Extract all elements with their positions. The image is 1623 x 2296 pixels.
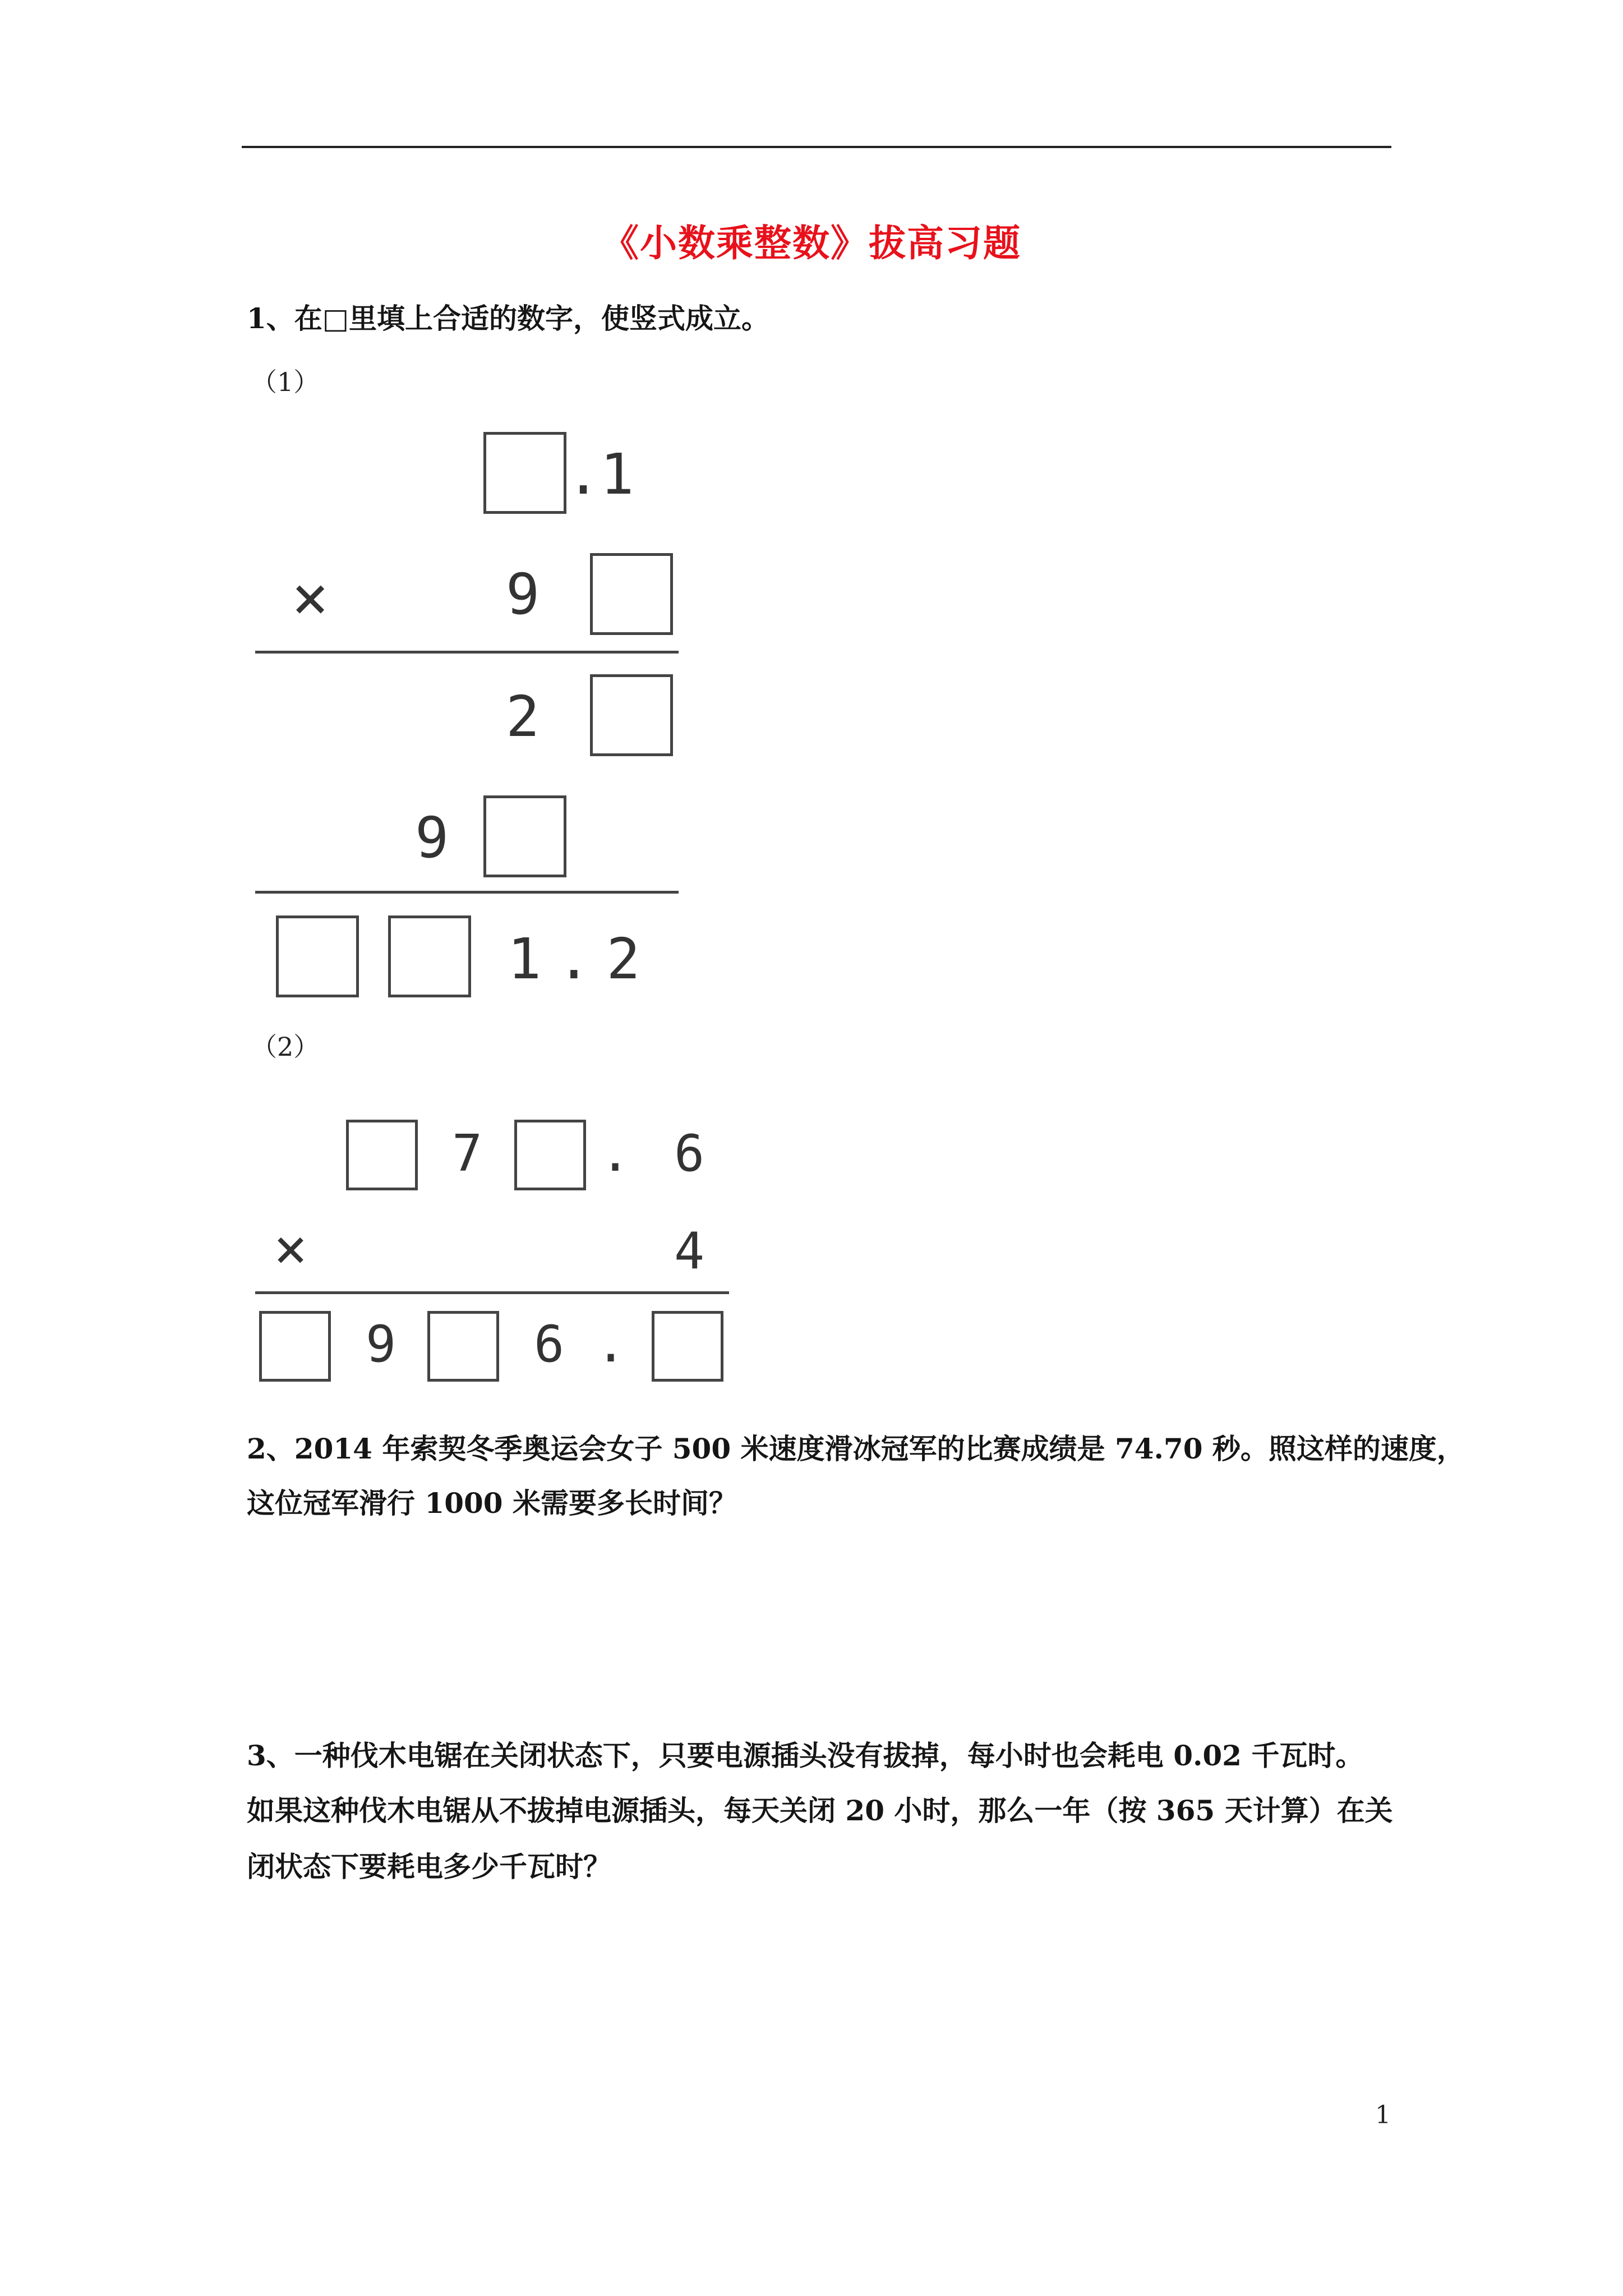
multiplier-digit-4: 4: [674, 1222, 705, 1281]
question-3-line-1: 3、一种伐木电锯在关闭状态下，只要电源插头没有拔掉，每小时也会耗电 0.02 千瓦时。: [247, 1739, 1364, 1772]
sum-line: [255, 891, 679, 894]
blank-box[interactable]: [483, 795, 566, 877]
blank-box[interactable]: [427, 1311, 499, 1382]
blank-box[interactable]: [259, 1311, 331, 1382]
multiplication-line: [255, 1291, 729, 1294]
partial-product-2-digit: 9: [415, 805, 449, 871]
blank-box[interactable]: [514, 1120, 586, 1190]
multiply-sign: ×: [274, 1216, 308, 1281]
top-digit-6: 6: [674, 1124, 705, 1183]
blank-box[interactable]: [388, 915, 471, 997]
row1-suffix: .1: [566, 441, 634, 507]
blank-box[interactable]: [590, 674, 673, 756]
question-1-part-2-label: （2）: [251, 1032, 320, 1062]
top-digit-7: 7: [452, 1124, 483, 1183]
question-2-line-2: 这位冠军滑行 1000 米需要多长时间？: [247, 1487, 737, 1520]
result-suffix: 1.2: [508, 926, 656, 992]
blank-box[interactable]: [590, 553, 673, 635]
result-digit-9: 9: [366, 1315, 396, 1374]
question-1-part-1-label: （1）: [251, 367, 320, 397]
blank-box[interactable]: [276, 915, 359, 997]
multiplication-line: [255, 651, 679, 654]
blank-box[interactable]: [652, 1311, 723, 1382]
partial-product-1-digit: 2: [506, 684, 540, 749]
result-decimal-point: .: [596, 1315, 626, 1374]
question-2-line-1: 2、2014 年索契冬季奥运会女子 500 米速度滑冰冠军的比赛成绩是 74.70 秒。照这样的速度，: [247, 1432, 1465, 1465]
multiply-sign: ×: [292, 562, 329, 633]
page-number: 1: [1375, 2101, 1391, 2129]
question-1-text: 1、在□里填上合适的数字，使竖式成立。: [247, 302, 770, 335]
header-rule: [242, 146, 1391, 148]
question-3-line-2: 如果这种伐木电锯从不拔掉电源插头，每天关闭 20 小时，那么一年（按 365 天计算）在关: [247, 1794, 1393, 1827]
blank-box[interactable]: [346, 1120, 418, 1190]
top-decimal-point: .: [600, 1124, 631, 1183]
page-title: 《小数乘整数》拔高习题: [602, 221, 1021, 265]
question-3-line-3: 闭状态下要耗电多少千瓦时？: [247, 1850, 611, 1883]
result-digit-6: 6: [534, 1315, 565, 1374]
blank-box[interactable]: [483, 432, 566, 514]
multiplier-digit: 9: [506, 562, 540, 627]
